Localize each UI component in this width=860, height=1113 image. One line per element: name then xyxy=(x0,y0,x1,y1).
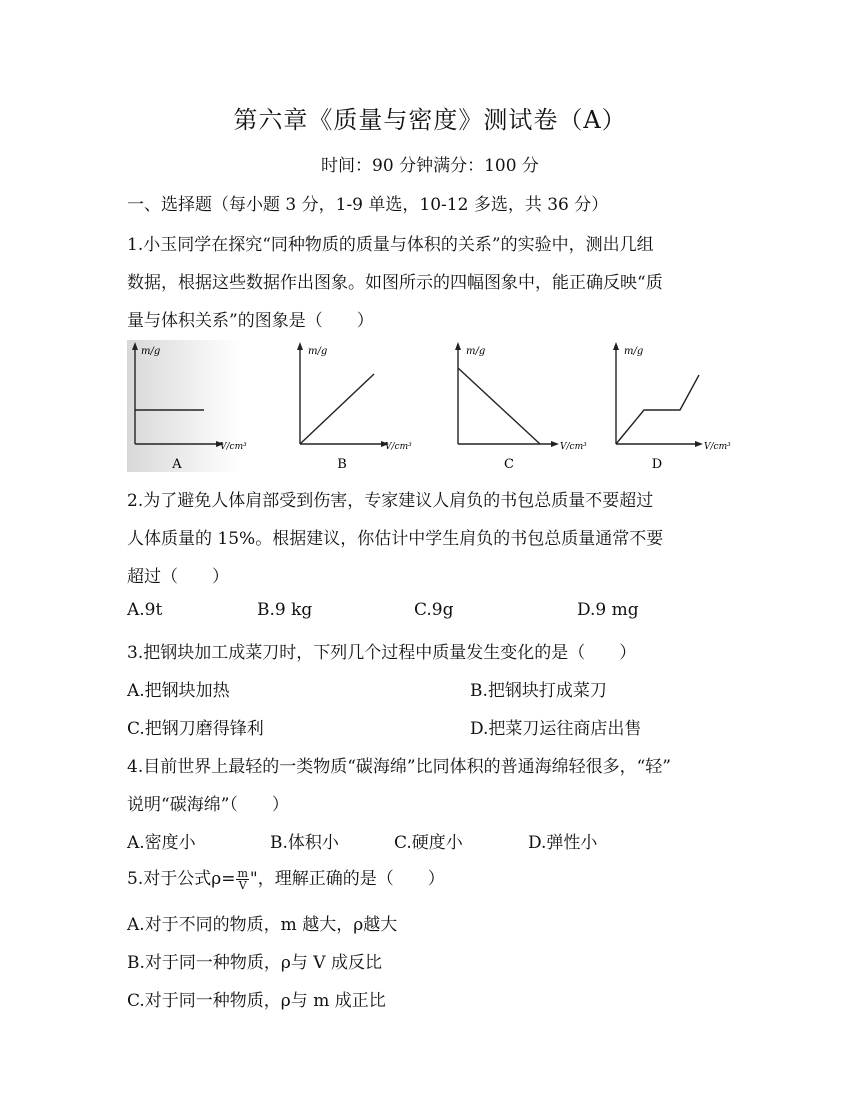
q2-option-d: D.9 mg xyxy=(577,600,639,620)
q5-stem-suffix: "，理解正确的是（ ） xyxy=(249,869,445,889)
graph-b-ylabel: m/g xyxy=(308,346,328,357)
q5-stem xyxy=(127,864,445,891)
q2-option-c: C.9g xyxy=(414,600,454,620)
q3-option-d: D.把菜刀运往商店出售 xyxy=(470,719,642,739)
q2-option-b: B.9 kg xyxy=(257,600,313,620)
fraction-denominator: V xyxy=(238,879,247,892)
q3-stem: 3.把钢块加工成菜刀时，下列几个过程中质量发生变化的是（ ） xyxy=(127,643,637,663)
q4-option-d: D.弹性小 xyxy=(528,833,598,853)
q4-option-c: C.硬度小 xyxy=(394,833,463,853)
q2-option-a: A.9t xyxy=(127,600,163,620)
graph-b-xlabel: V/cm³ xyxy=(385,442,412,452)
q1-stem-line-3: 量与体积关系”的图象是（ ） xyxy=(127,311,374,331)
graph-b xyxy=(292,340,412,472)
graph-d-ylabel: m/g xyxy=(624,346,644,357)
section-heading: 一、选择题（每小题 3 分，1-9 单选，10-12 多选，共 36 分） xyxy=(127,195,609,215)
q2-stem-line-1: 2.为了避免人体肩部受到伤害，专家建议人肩负的书包总质量不要超过 xyxy=(127,491,654,511)
graph-a-ylabel: m/g xyxy=(141,346,161,357)
q4-stem-line-1: 4.目前世界上最轻的一类物质“碳海绵”比同体积的普通海绵轻很多，“轻” xyxy=(127,757,671,777)
q3-option-c: C.把钢刀磨得锋利 xyxy=(127,719,264,739)
graph-a-label: A xyxy=(172,457,182,472)
time-score-info: 时间：90 分钟满分：100 分 xyxy=(321,156,539,176)
q2-stem-line-2: 人体质量的 15%。根据建议，你估计中学生肩负的书包总质量通常不要 xyxy=(127,529,664,549)
graph-a-xlabel: V/cm³ xyxy=(220,442,247,452)
graph-a-background xyxy=(127,340,242,472)
q2-stem-line-3: 超过（ ） xyxy=(127,567,229,587)
graph-b-line xyxy=(300,374,374,444)
graph-d-xlabel: V/cm³ xyxy=(704,442,731,452)
graph-c-line xyxy=(458,368,540,444)
graph-d-label: D xyxy=(651,457,663,472)
graph-d xyxy=(608,340,748,472)
q1-stem-line-1: 1.小玉同学在探究“同种物质的质量与体积的关系”的实验中，测出几组 xyxy=(127,235,654,255)
density-formula-fraction xyxy=(236,868,248,891)
q1-stem-line-2: 数据，根据这些数据作出图象。如图所示的四幅图象中，能正确反映“质 xyxy=(127,273,663,293)
graph-a xyxy=(127,340,247,472)
fraction-numerator: m xyxy=(237,867,248,880)
q4-option-b: B.体积小 xyxy=(270,833,339,853)
q3-option-a: A.把钢块加热 xyxy=(127,681,230,701)
q5-option-a: A.对于不同的物质，m 越大，ρ越大 xyxy=(127,915,398,935)
graph-b-label: B xyxy=(337,457,347,472)
q4-stem-line-2: 说明“碳海绵”（ ） xyxy=(127,795,289,815)
graph-c-label: C xyxy=(504,457,514,472)
q5-stem-prefix: 5.对于公式ρ= xyxy=(127,869,236,889)
q3-option-b: B.把钢块打成菜刀 xyxy=(470,681,607,701)
graph-d-line xyxy=(616,375,699,444)
q4-option-a: A.密度小 xyxy=(127,833,196,853)
q5-option-b: B.对于同一种物质，ρ与 V 成反比 xyxy=(127,953,382,973)
graph-c xyxy=(450,340,587,472)
page-title: 第六章《质量与密度》测试卷（A） xyxy=(233,106,627,134)
graph-c-xlabel: V/cm³ xyxy=(560,442,587,452)
graph-c-ylabel: m/g xyxy=(466,346,486,357)
q5-option-c: C.对于同一种物质，ρ与 m 成正比 xyxy=(127,991,386,1011)
